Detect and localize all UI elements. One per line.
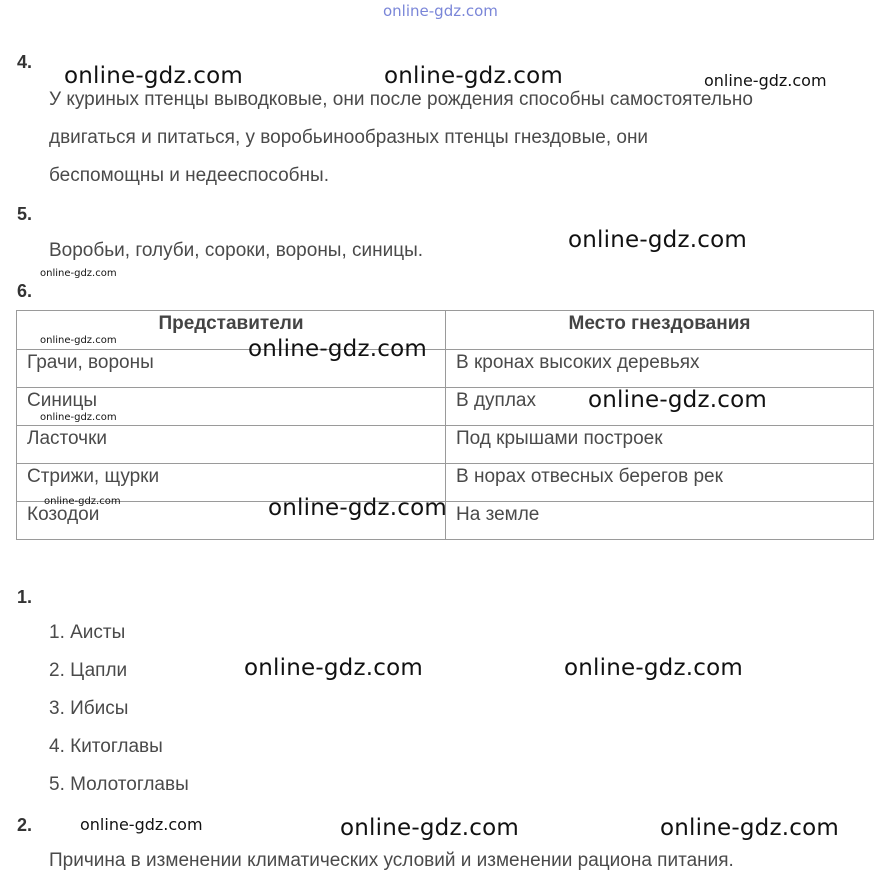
cell-nesting-place: В дуплах [446,388,874,426]
watermark: online-gdz.com [40,335,117,346]
list-item: 5. Молотоглавы [49,774,189,795]
section-4-line-2: двигаться и питаться, у воробьинообразных птенцы гнездовые, они [49,127,649,148]
watermark: online-gdz.com [384,63,563,89]
watermark: online-gdz.com [268,495,447,521]
watermark: online-gdz.com [44,496,121,507]
watermark: online-gdz.com [564,655,743,681]
watermark: online-gdz.com [64,63,243,89]
watermark: online-gdz.com [704,71,827,90]
watermark-top: online-gdz.com [383,2,498,20]
section-6-number: 6. [17,281,33,301]
section-5-number: 5. [17,204,33,224]
list-item: 3. Ибисы [49,698,129,719]
list-item: 2. Цапли [49,660,128,681]
cell-representatives: Грачи, вороны [17,350,446,388]
column-header-nesting-place: Место гнездования [446,311,874,350]
watermark: online-gdz.com [244,655,423,681]
section-4-line-1: У куриных птенцы выводковые, они после рождения способны самостоятельно [49,89,753,110]
cell-representatives: Стрижи, щурки [17,464,446,502]
watermark: online-gdz.com [80,815,203,834]
section-4-line-3: беспомощны и недееспособны. [49,165,329,186]
watermark: online-gdz.com [568,227,747,253]
column-header-representatives: Представители [17,311,446,350]
cell-representatives: Ласточки [17,426,446,464]
cell-nesting-place: В норах отвесных берегов рек [446,464,874,502]
list-item: 1. Аисты [49,622,126,643]
section-5-text: Воробьи, голуби, сороки, вороны, синицы. [49,240,424,261]
watermark: online-gdz.com [660,815,839,841]
section-1-number: 1. [17,587,33,607]
section-4-number: 4. [17,52,33,72]
cell-nesting-place: В кронах высоких деревьях [446,350,874,388]
cell-nesting-place: Под крышами построек [446,426,874,464]
cell-representatives: Козодои [17,502,446,540]
table-header-row [17,311,874,350]
section-2-number: 2. [17,815,33,835]
watermark: online-gdz.com [340,815,519,841]
table-row [17,426,874,464]
section-2-text: Причина в изменении климатических условий и изменении рациона питания. [49,850,734,871]
table-row [17,350,874,388]
watermark: online-gdz.com [588,387,767,413]
list-item: 4. Китоглавы [49,736,163,757]
watermark: online-gdz.com [40,412,117,423]
watermark: online-gdz.com [248,336,427,362]
cell-representatives: Синицы [17,388,446,426]
cell-nesting-place: На земле [446,502,874,540]
watermark: online-gdz.com [40,268,117,279]
